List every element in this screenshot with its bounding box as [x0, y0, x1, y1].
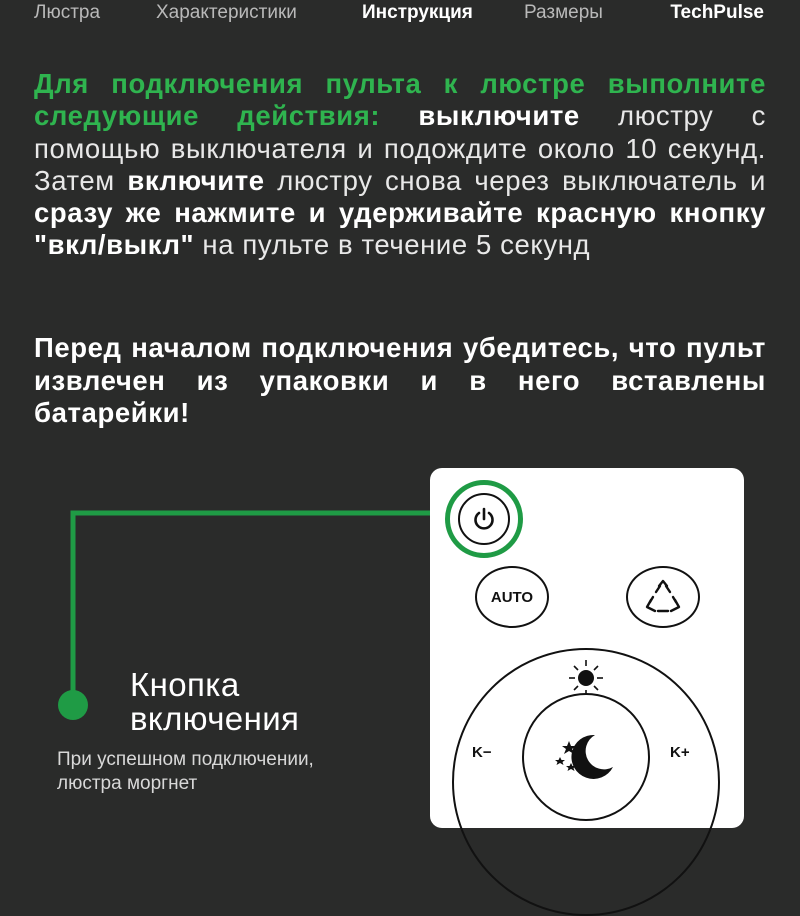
callout-title-line1: Кнопка: [130, 666, 240, 703]
step-hold-button: сразу же нажмите и удерживайте красную кнопку "вкл/выкл": [34, 197, 766, 261]
step-turn-off: выключите: [418, 100, 580, 132]
instruction-text-1: люстру с помощью выключателя и подождите около 10 секунд. Затем: [34, 100, 766, 196]
cycle-icon: [643, 578, 683, 616]
color-temp-minus-button[interactable]: K−: [472, 744, 492, 761]
cycle-button[interactable]: [626, 566, 700, 628]
remote-control: [430, 468, 744, 828]
color-temp-plus-button[interactable]: K+: [670, 744, 690, 761]
auto-button[interactable]: AUTO: [475, 566, 549, 628]
callout-dot-icon: [58, 690, 88, 720]
callout-title: [130, 668, 299, 736]
battery-warning: Перед началом подключения убедитесь, что пульт извлечен из упаковки и в него вставлены батарейки!: [34, 332, 766, 428]
power-highlight: [445, 480, 523, 558]
instruction-text-3: на пульте в течение 5 секунд: [202, 229, 591, 261]
step-turn-on: включите: [127, 164, 265, 196]
nav-tab-sizes[interactable]: Размеры: [524, 2, 603, 23]
nav-tab-chandelier[interactable]: Люстра: [34, 2, 101, 23]
instruction-text-2: люстру снова через выключатель и: [277, 164, 766, 196]
callout-subtitle-line2: люстра моргнет: [57, 773, 198, 794]
callout-subtitle-line1: При успешном подключении,: [57, 749, 314, 770]
night-mode-button[interactable]: [522, 693, 650, 821]
nav-tab-instructions[interactable]: Инструкция: [362, 2, 473, 23]
brand-logo: TechPulse: [670, 2, 764, 23]
callout-title-line2: включения: [130, 700, 300, 737]
nav-tab-specs[interactable]: Характеристики: [156, 2, 297, 23]
moon-stars-icon: [551, 727, 621, 787]
callout-subtitle: [57, 748, 314, 796]
sun-icon[interactable]: [563, 658, 609, 698]
power-button[interactable]: [458, 493, 510, 545]
instruction-heading: Для подключения пульта к люстре выполните следующие действия:: [34, 68, 766, 132]
power-icon: [470, 505, 498, 533]
